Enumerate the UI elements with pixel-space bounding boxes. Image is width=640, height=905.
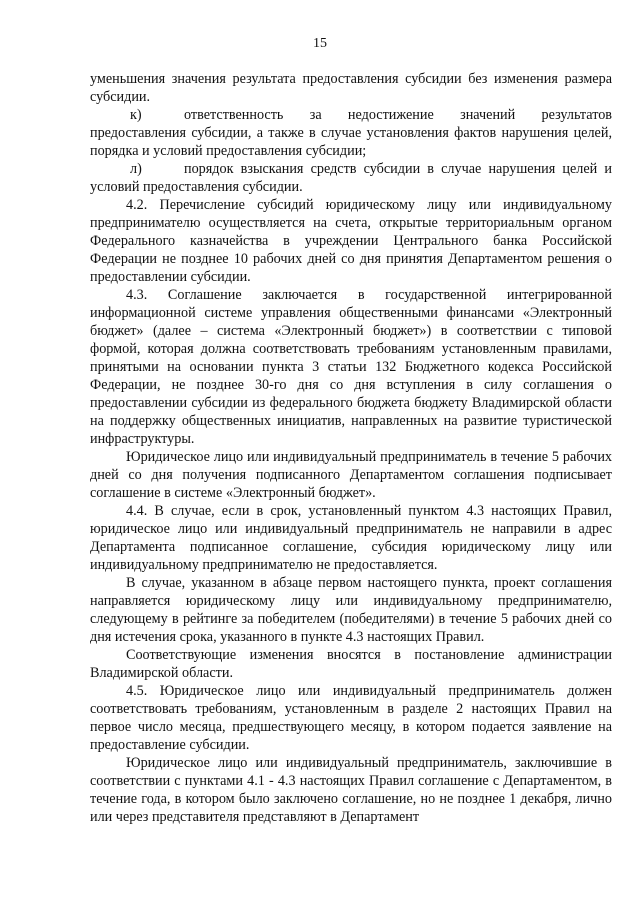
list-text-k: ответственность за недостижение значений результатов предоставления субсидии, а также в случае установления фактов нарушения целей, порядка и условий предоставления субсидии; xyxy=(90,107,612,159)
list-marker-k: к) xyxy=(130,107,142,123)
paragraph-4-5-second: Юридическое лицо или индивидуальный предприниматель, заключившие в соответствии с пунктами 4.1 - 4.3 настоящих Правил соглашение с Департаментом, в течение года, в котором было заключено соглашение, но не позднее 1 декабря, лично или через представителя представляют в Департамент xyxy=(90,755,612,825)
list-marker-l: л) xyxy=(130,161,142,177)
paragraph-continuation: уменьшения значения результата предоставления субсидии без изменения размера субсидии. xyxy=(90,71,612,105)
paragraph-4-5: 4.5. Юридическое лицо или индивидуальный предприниматель должен соответствовать требованиям, установленным в разделе 2 настоящих Правил на первое число месяца, предшествующего месяцу, в котором подается заявление на предоставление субсидии. xyxy=(90,683,612,753)
list-item-k xyxy=(90,106,612,160)
paragraph-4-4-third: Соответствующие изменения вносятся в постановление администрации Владимирской области. xyxy=(90,647,612,681)
list-text-l: порядок взыскания средств субсидии в случае нарушения целей и условий предоставления субсидии. xyxy=(90,161,612,195)
document-body xyxy=(90,70,612,826)
list-item-l xyxy=(90,160,612,196)
paragraph-4-4: 4.4. В случае, если в срок, установленный пунктом 4.3 настоящих Правил, юридическое лицо или индивидуальный предприниматель не направили в адрес Департамента подписанное соглашение, субсидия юридическому лицу или индивидуальному предпринимателю не предоставляется. xyxy=(90,503,612,573)
page-number: 15 xyxy=(313,36,327,51)
paragraph-4-4-second: В случае, указанном в абзаце первом настоящего пункта, проект соглашения направляется юридическому лицу или индивидуальному предпринимателю, следующему в рейтинге за победителем (победителями) в течение 5 рабочих дней со дня истечения срока, указанного в пункте 4.3 настоящих Правил. xyxy=(90,575,612,645)
paragraph-4-3-second: Юридическое лицо или индивидуальный предприниматель в течение 5 рабочих дней со дня получения подписанного Департаментом соглашения подписывает соглашение в системе «Электронный бюджет». xyxy=(90,449,612,501)
paragraph-4-3: 4.3. Соглашение заключается в государственной интегрированной информационной системе управления общественными финансами «Электронный бюджет» (далее – система «Электронный бюджет») в соответствии с типовой формой, которая должна соответствовать требованиям установленным правилами, принятыми на основании пункта 3 статьи 132 Бюджетного кодекса Российской Федерации, не позднее 30-го дня со дня вступления в силу соглашения о предоставлении субсидии из федерального бюджета бюджету Владимирской области на поддержку общественных инициатив, направленных на развитие туристической инфраструктуры. xyxy=(90,287,612,447)
paragraph-4-2: 4.2. Перечисление субсидий юридическому лицу или индивидуальному предпринимателю осуществляется на счета, открытые территориальным органом Федерального казначейства в учреждении Центрального банка Российской Федерации не позднее 10 рабочих дней со дня принятия Департаментом решения о предоставлении субсидии. xyxy=(90,197,612,285)
